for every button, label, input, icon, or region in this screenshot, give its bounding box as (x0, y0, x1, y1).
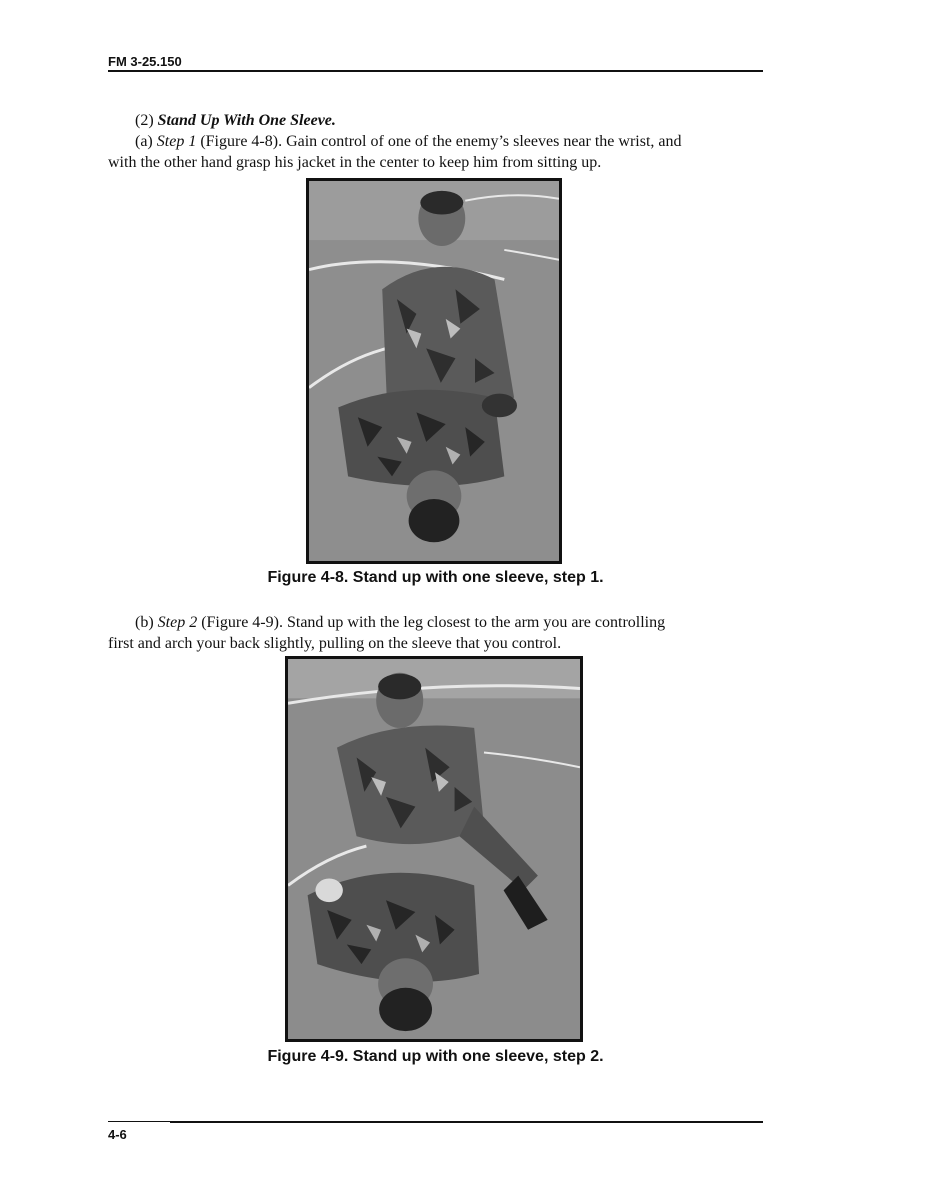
figure-4-9-caption: Figure 4-9. Stand up with one sleeve, step 2. (267, 1048, 604, 1065)
step1-text-line2: with the other hand grasp his jacket in the center to keep him from sitting up. (108, 154, 602, 171)
step1-marker: (a) (135, 133, 153, 150)
figure-4-8-illustration (309, 181, 559, 561)
step2-marker: (b) (135, 614, 154, 631)
step1-figure-ref: (Figure 4-8). (200, 133, 283, 150)
running-header (108, 54, 763, 72)
figure-4-8-caption: Figure 4-8. Stand up with one sleeve, step 1. (267, 569, 604, 586)
figure-4-8-photo (306, 178, 562, 564)
figure-4-9-photo (285, 656, 583, 1042)
footer-rule-left (108, 1121, 170, 1122)
step1-label: Step 1 (156, 133, 197, 150)
footer-rule (170, 1121, 763, 1123)
step2-text-line2: first and arch your back slightly, pulling on the sleeve that you control. (108, 635, 562, 652)
step2-text-line1: Stand up with the leg closest to the arm you are controlling (282, 614, 666, 631)
step1-text-line1: Gain control of one of the enemy’s sleeves near the wrist, and (282, 133, 682, 150)
section-title: Stand Up With One Sleeve. (157, 112, 336, 129)
section-heading-paragraph (108, 110, 763, 173)
section-number: (2) (135, 112, 154, 129)
step2-paragraph (108, 612, 763, 654)
figure-4-9-illustration (288, 659, 580, 1039)
document-id: FM 3-25.150 (108, 54, 182, 69)
step1-paragraph (108, 131, 763, 152)
step2-label: Step 2 (157, 614, 198, 631)
step2-figure-ref: (Figure 4-9). (201, 614, 283, 631)
page-number: 4-6 (108, 1127, 127, 1142)
